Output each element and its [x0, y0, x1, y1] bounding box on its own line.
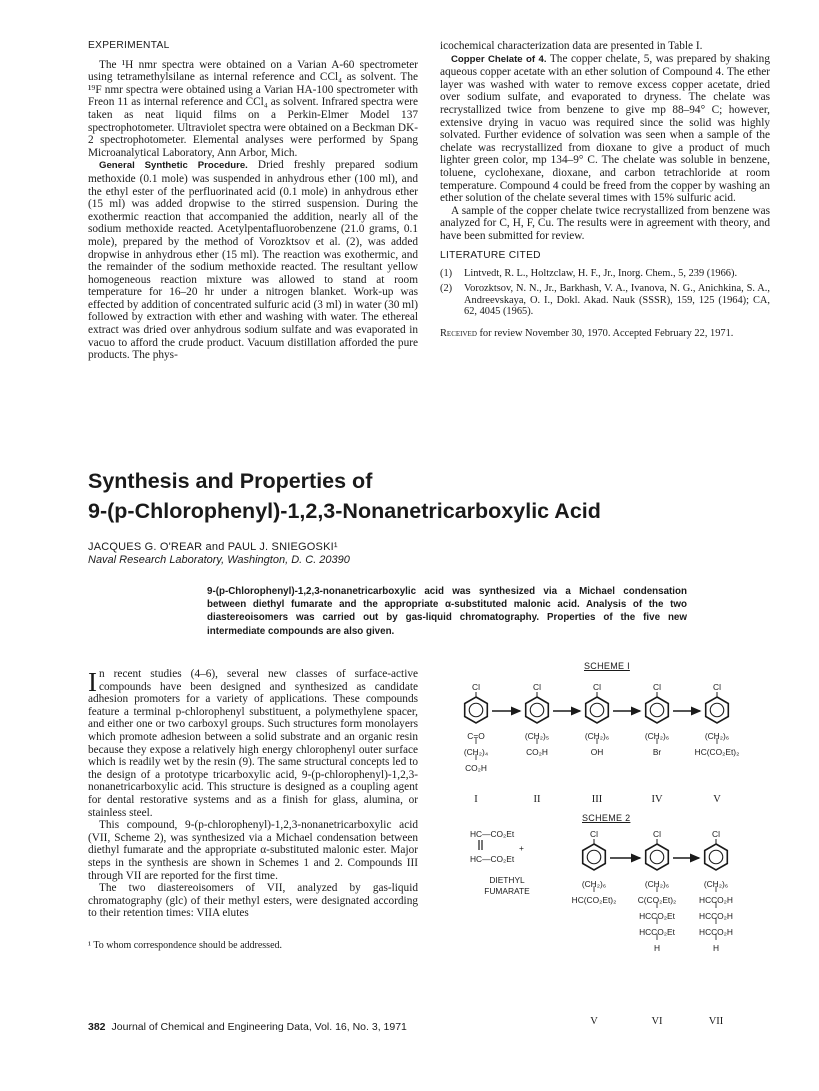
compound-v-group-1: HC(CO₂Et)₂: [694, 747, 740, 757]
reference-2-text: Vorozktsov, N. N., Jr., Barkhash, V. A., Ivanova, N. G., Anichkina, S. A., Andreevskaya, O. I., Dokl. Akad. Nauk (SSSR), 159, 125 (1964); CA, 62, 4045 (1965).: [464, 282, 770, 318]
compound-v-s2-group-0: (CH₂)₆: [581, 879, 607, 889]
copper-chelate-runhead: Copper Chelate of 4.: [451, 53, 547, 65]
journal-citation: Journal of Chemical and Engineering Data, Vol. 16, No. 3, 1971: [111, 1021, 407, 1033]
compound-vii-s2-group-1: HCCO₂H: [699, 895, 733, 905]
compound-v-s2-ring: [583, 844, 606, 870]
received-text: for review November 30, 1970. Accepted February 22, 1971.: [476, 328, 734, 340]
compound-ii-ring: [526, 697, 549, 723]
title-line-1: Synthesis and Properties of: [88, 469, 373, 493]
compound-v-cl-label: Cl: [713, 682, 721, 692]
compound-ii-ring-aromatic-circle: [530, 703, 544, 717]
compound-i-group-2: CO₂H: [465, 763, 487, 773]
phys-chem-continuation: icochemical characterization data are presented in Table I.: [440, 40, 703, 52]
article-abstract: 9-(p-Chlorophenyl)-1,2,3-nonanetricarboxylic acid was synthesized via a Michael condensation between diethyl fumarate and the appropriate α-substituted malonic acid. Analysis of the two diastereoisomers was carried out by gas-liquid chromatography. Properties of the five new intermediate compounds are also given.: [207, 586, 687, 637]
scheme-1-numeral-4: IV: [651, 794, 663, 805]
scheme-1-numeral-1: I: [474, 794, 478, 805]
article-title: [88, 466, 748, 526]
reference-2: [440, 283, 770, 318]
reference-2-number: (2): [440, 282, 453, 294]
scheme-1-numeral-2: II: [533, 794, 541, 805]
compound-iv-ring-aromatic-circle: [650, 703, 664, 717]
compound-v-s2-cl-label: Cl: [590, 829, 598, 839]
compound-i-group-0: C=O: [467, 731, 485, 741]
compound-v-s2-ring-aromatic-circle: [587, 850, 601, 864]
scheme-2-numeral-2: VI: [651, 1016, 663, 1027]
page-footer: [88, 1021, 407, 1033]
compound-iii-group-0: (CH₂)₆: [584, 731, 610, 741]
compound-vii-s2-ring: [705, 844, 728, 870]
fumarate-name-line-1: DIETHYL: [489, 875, 525, 885]
received-note: [440, 328, 770, 340]
reference-1-number: (1): [440, 268, 453, 280]
compound-iv-ring: [646, 697, 669, 723]
compound-vi-s2-group-2: HCCO₂Et: [639, 911, 675, 921]
compound-vi-s2-ring-aromatic-circle: [650, 850, 664, 864]
plus-sign: +: [519, 843, 524, 853]
intro-text: n recent studies (4–6), several new classes of surface-active compounds have been designed and synthesized as candidate adhesion promoters for a variety of applications. These compounds feature a terminal p-chlorophenyl substituent, a polymethylene spacer, and either one or two carboxyl groups. Such structures form monolayers which promote adhesion between a solid substrate and an organic resin because they expose a relatively high energy chlorophenyl outer surface which is readily wet by the resin (9). The same structural concepts led to the design of a prototype tricarboxylic acid, 9-(p-chlorophenyl)-1,2,3-nonanetricarboxylic acid. This structure is designed as a coupling agent for dental restorative systems and as a finish for glass, alumina, or stainless steel.: [88, 668, 418, 819]
compound-v-s2-group-1: HC(CO₂Et)₂: [571, 895, 617, 905]
compound-v-group-0: (CH₂)₆: [704, 731, 730, 741]
compound-iv-group-1: Br: [652, 747, 662, 757]
intro-paragraph: [88, 668, 418, 819]
compound-vi-s2-ring: [646, 844, 669, 870]
article-affiliation: Naval Research Laboratory, Washington, D. C. 20390: [88, 554, 350, 566]
compound-iii-group-1: OH: [590, 747, 604, 757]
scheme-2-numeral-3: VII: [708, 1016, 724, 1027]
compound-vi-s2-cl-label: Cl: [653, 829, 661, 839]
compound-vii-s2-group-4: H: [712, 943, 720, 953]
fumarate-name-line-2: FUMARATE: [484, 886, 530, 896]
compound-vii-s2-group-2: HCCO₂H: [699, 911, 733, 921]
scheme-1: [464, 682, 740, 805]
compound-iv-group-0: (CH₂)₆: [644, 731, 670, 741]
compound-ii-cl-label: Cl: [533, 682, 541, 692]
compound-v-ring: [706, 697, 729, 723]
scheme-1-label: SCHEME I: [584, 661, 630, 671]
analysis-paragraph: A sample of the copper chelate twice recrystallized from benzene was analyzed for C, H, F, Cu. The results were in agreement with theory, and have been submitted for review.: [440, 204, 770, 242]
experimental-heading: EXPERIMENTAL: [88, 40, 170, 51]
scheme-2-numeral-1: V: [590, 1016, 598, 1027]
fumarate-top-group: HC—CO₂Et: [470, 829, 515, 839]
compound-ii-group-0: (CH₂)₅: [524, 731, 550, 741]
scheme-2: [470, 829, 733, 1027]
compound-ii-group-1: CO₂H: [526, 747, 548, 757]
compound-vii-s2-group-0: (CH₂)₆: [703, 879, 729, 889]
literature-cited-heading: LITERATURE CITED: [440, 249, 541, 261]
compound-i-cl-label: Cl: [472, 682, 480, 692]
page-number: 382: [88, 1021, 106, 1033]
compound-vi-s2-group-3: HCCO₂Et: [639, 927, 675, 937]
copper-chelate-paragraph: [440, 53, 770, 205]
scheme-1-numeral-3: III: [591, 794, 603, 805]
copper-chelate-text: The copper chelate, 5, was prepared by shaking aqueous copper acetate with an ether solution of Compound 4. The ether layer was washed with water to remove excess copper acetate, dried over sodium sulfate, and evaporated to dryness. The chelate was recrystallized twice from benzene to give mp 88–94° C; however, extensive drying in vacuo was required since the solid was highly solvated. Further evidence of solvation was seen when a sample of the chelate was recrystallized from dioxane to give a product of much lighter green color, mp 134–9° C. The chelate was soluble in benzene, toluene, cyclohexane, dioxane, and carbon tetrachloride at room temperature. Compound 4 could be freed from the copper by washing an ether solution of the chelate several times with 15% sulfuric acid.: [440, 52, 770, 205]
reference-1: [440, 268, 770, 280]
drop-cap: I: [88, 667, 97, 697]
instruments-paragraph: The ¹H nmr spectra were obtained on a Varian A-60 spectrometer using tetramethylsilane as internal reference and CCl₄ as solvent. The ¹⁹F nmr spectra were obtained using a Varian HA-100 spectrometer with Freon 11 as internal reference and CCl₄ as solvent. Infrared spectra were taken as neat liquid films on a Perkin-Elmer Model 137 spectrophotometer. Ultraviolet spectra were obtained on a Beckman DK-2 spectrophotometer. Elemental analyses were performed by Spang Microanalytical Laboratory, Ann Arbor, Mich.: [88, 58, 418, 159]
compound-i-ring: [465, 697, 488, 723]
compound-i-group-1: (CH₂)₄: [463, 747, 489, 757]
synthetic-procedure-runhead: General Synthetic Procedure.: [99, 160, 248, 172]
synthesis-paragraph: This compound, 9-(p-chlorophenyl)-1,2,3-nonanetricarboxylic acid (VII, Scheme 2), was synthesized via a Michael condensation between diethyl fumarate and the appropriate α-substituted malonic ester. Major steps in the synthesis are shown in Schemes 1 and 2. Compounds III through VII are reported for the first time.: [88, 819, 418, 882]
compound-vi-s2-group-4: H: [653, 943, 661, 953]
compound-vi-s2-group-1: C(CO₂Et)₂: [637, 895, 677, 905]
experimental-column: [88, 40, 418, 362]
article-authors: JACQUES G. O'REAR and PAUL J. SNIEGOSKI¹: [88, 541, 338, 553]
scheme-2-label: SCHEME 2: [582, 813, 631, 823]
reference-1-text: Lintvedt, R. L., Holtzclaw, H. F., Jr., Inorg. Chem., 5, 239 (1966).: [464, 268, 738, 280]
received-label: Received: [440, 328, 477, 340]
chelate-column: [440, 40, 770, 340]
compound-iv-cl-label: Cl: [653, 682, 661, 692]
compound-vii-s2-group-3: HCCO₂H: [699, 927, 733, 937]
compound-iii-ring-aromatic-circle: [590, 703, 604, 717]
title-line-2: 9-(p-Chlorophenyl)-1,2,3-Nonanetricarboxylic Acid: [88, 499, 601, 523]
article-body-column: [88, 668, 418, 952]
compound-vii-s2-cl-label: Cl: [712, 829, 720, 839]
synthetic-procedure-paragraph: [88, 159, 418, 362]
scheme-1-numeral-5: V: [713, 794, 721, 805]
diastereoisomer-paragraph: The two diastereoisomers of VII, analyzed by gas-liquid chromatography (glc) of their methyl esters, were designated according to their retention times: VIIA elutes: [88, 882, 418, 920]
compound-vii-s2-ring-aromatic-circle: [709, 850, 723, 864]
compound-iii-ring: [586, 697, 609, 723]
correspondence-footnote: ¹ To whom correspondence should be addressed.: [88, 939, 283, 951]
compound-iii-cl-label: Cl: [593, 682, 601, 692]
fumarate-bottom-group: HC—CO₂Et: [470, 854, 515, 864]
synthetic-procedure-text: Dried freshly prepared sodium methoxide (0.1 mole) was suspended in anhydrous ether (100 ml), and the ethyl ester of the perfluorinated acid (0.1 mole) in anhydrous ether (15 ml) was added dropwise to the stirred suspension. During the exothermic reaction that accompanied the addition, nearly all of the sodium methoxide reacted. Acetylpentafluorobenzene (21.0 grams, 0.1 mole), prepared by the method of Vorozktsov et al. (2), was added dropwise in anhydrous ether (15 ml). The reaction was exothermic, and the remainder of the sodium methoxide reacted. The resultant yellow homogeneous reaction mixture was allowed to stand at room temperature for 16–20 hr under a nitrogen blanket. Work-up was effected by addition of concentrated sulfuric acid (3 ml) in water (30 ml) followed by extraction with ether and washing with water. The ethereal extract was dried over anhydrous sodium sulfate and was evaporated in vacuo to afford the crude product. Vacuum distillation afforded the pure products. The phys-: [88, 159, 419, 362]
compound-i-ring-aromatic-circle: [469, 703, 483, 717]
compound-vi-s2-group-0: (CH₂)₆: [644, 879, 670, 889]
compound-v-ring-aromatic-circle: [710, 703, 724, 717]
